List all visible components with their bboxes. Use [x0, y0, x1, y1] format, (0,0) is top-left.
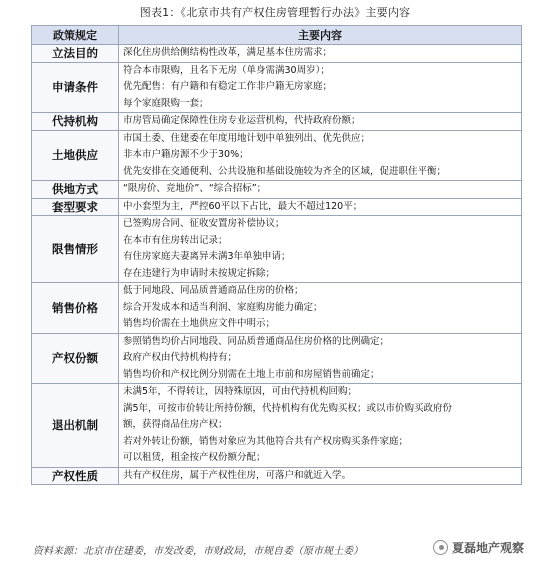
row-content — [119, 130, 522, 181]
content-line: 优先安排在交通便利、公共设施和基础设施较为齐全的区域，促进职住平衡； — [123, 165, 447, 177]
figure-caption: 图表1：《北京市共有产权住房管理暂行办法》主要内容 — [139, 6, 411, 19]
content-line: “限房价、竞地价”、“综合招标”； — [123, 183, 267, 194]
table-row — [32, 283, 522, 334]
row-label: 立法目的 — [32, 45, 119, 63]
row-label: 限售情形 — [32, 216, 119, 283]
row-content — [119, 45, 522, 63]
content-line: 存在违建行为申请时未按规定拆除； — [123, 267, 276, 279]
content-line: 共有产权住房，属于产权性住房，可落户和就近入学。 — [123, 469, 352, 481]
content-line: 销售均价和产权比例分别需在土地上市前和房屋销售前确定； — [123, 368, 380, 380]
content-line: 满5年，可按市价转让所持份额，代持机构有优先购买权；或以市价购买政府份 — [123, 402, 453, 414]
row-content — [119, 216, 522, 283]
content-line: 额，获得商品住房产权； — [123, 419, 228, 430]
table-row — [32, 62, 522, 113]
table-row — [32, 130, 522, 181]
row-content — [119, 384, 522, 468]
row-content — [119, 283, 522, 334]
content-line: 参照销售均价占同地段、同品质普通商品住房价格的比例确定； — [123, 335, 390, 347]
wechat-icon — [433, 540, 448, 555]
row-content — [119, 113, 522, 131]
content-line: 若对外转让份额，销售对象应为其他符合共有产权房购买条件家庭； — [123, 435, 409, 447]
table-row — [32, 181, 522, 199]
row-content — [119, 62, 522, 113]
table-row — [32, 216, 522, 283]
table-row — [32, 45, 522, 63]
content-line: 非本市户籍房源不少于30%； — [123, 149, 249, 160]
policy-table — [31, 25, 522, 485]
row-label: 申请条件 — [32, 62, 119, 113]
content-line: 深化住房供给侧结构性改革，满足基本住房需求； — [123, 47, 333, 58]
table-row — [32, 384, 522, 468]
content-line: 已签购房合同、征收安置房补偿协议； — [123, 218, 285, 229]
watermark-text: 夏磊地产观察 — [452, 541, 525, 555]
source-note: 资料来源：北京市住建委，市发改委，市财政局，市规自委（原市规土委） — [33, 546, 363, 557]
content-line: 综合开发成本和适当利润、家庭购房能力确定； — [123, 301, 323, 313]
row-label: 产权份额 — [32, 333, 119, 384]
row-label: 套型要求 — [32, 198, 119, 216]
content-line: 符合本市限购，且名下无房（单身需满30周岁）； — [123, 64, 330, 76]
content-line: 销售均价需在土地供应文件中明示； — [123, 318, 276, 329]
content-line: 市国土委、住建委在年度用地计划中单独列出、优先供应； — [123, 132, 371, 144]
content-line: 可以租赁，租金按产权份额分配； — [123, 452, 266, 463]
content-line: 每个家庭限购一套； — [123, 97, 209, 109]
table-row — [32, 467, 522, 485]
content-line: 市房管局确定保障性住房专业运营机构，代持政府份额； — [123, 115, 361, 126]
table-row — [32, 113, 522, 131]
content-line: 未满5年，不得转让，因特殊原因，可由代持机构回购； — [123, 386, 358, 397]
content-line: 在本市有住房转出记录； — [123, 234, 228, 246]
content-line: 优先配售：有户籍和有稳定工作非户籍无房家庭； — [123, 81, 333, 92]
table-body — [32, 45, 522, 485]
content-line: 有住房家庭夫妻离异未满3年单独申请； — [123, 251, 291, 262]
content-line: 政府产权由代持机构持有； — [123, 352, 238, 363]
row-content — [119, 198, 522, 216]
content-line: 中小套型为主，严控60平以下占比，最大不超过120平； — [123, 200, 363, 212]
header-policy-provision: 政策规定 — [32, 26, 119, 45]
row-label: 产权性质 — [32, 467, 119, 485]
row-label: 土地供应 — [32, 130, 119, 181]
row-label: 代持机构 — [32, 113, 119, 131]
row-label: 销售价格 — [32, 283, 119, 334]
row-label: 退出机制 — [32, 384, 119, 468]
header-main-content: 主要内容 — [119, 26, 522, 45]
content-line: 低于同地段、同品质普通商品住房的价格； — [123, 285, 304, 296]
table-row — [32, 198, 522, 216]
row-content — [119, 333, 522, 384]
row-content — [119, 467, 522, 485]
watermark-logo — [433, 539, 524, 556]
table-row — [32, 333, 522, 384]
row-content — [119, 181, 522, 199]
row-label: 供地方式 — [32, 181, 119, 199]
table-header-row — [32, 26, 522, 45]
